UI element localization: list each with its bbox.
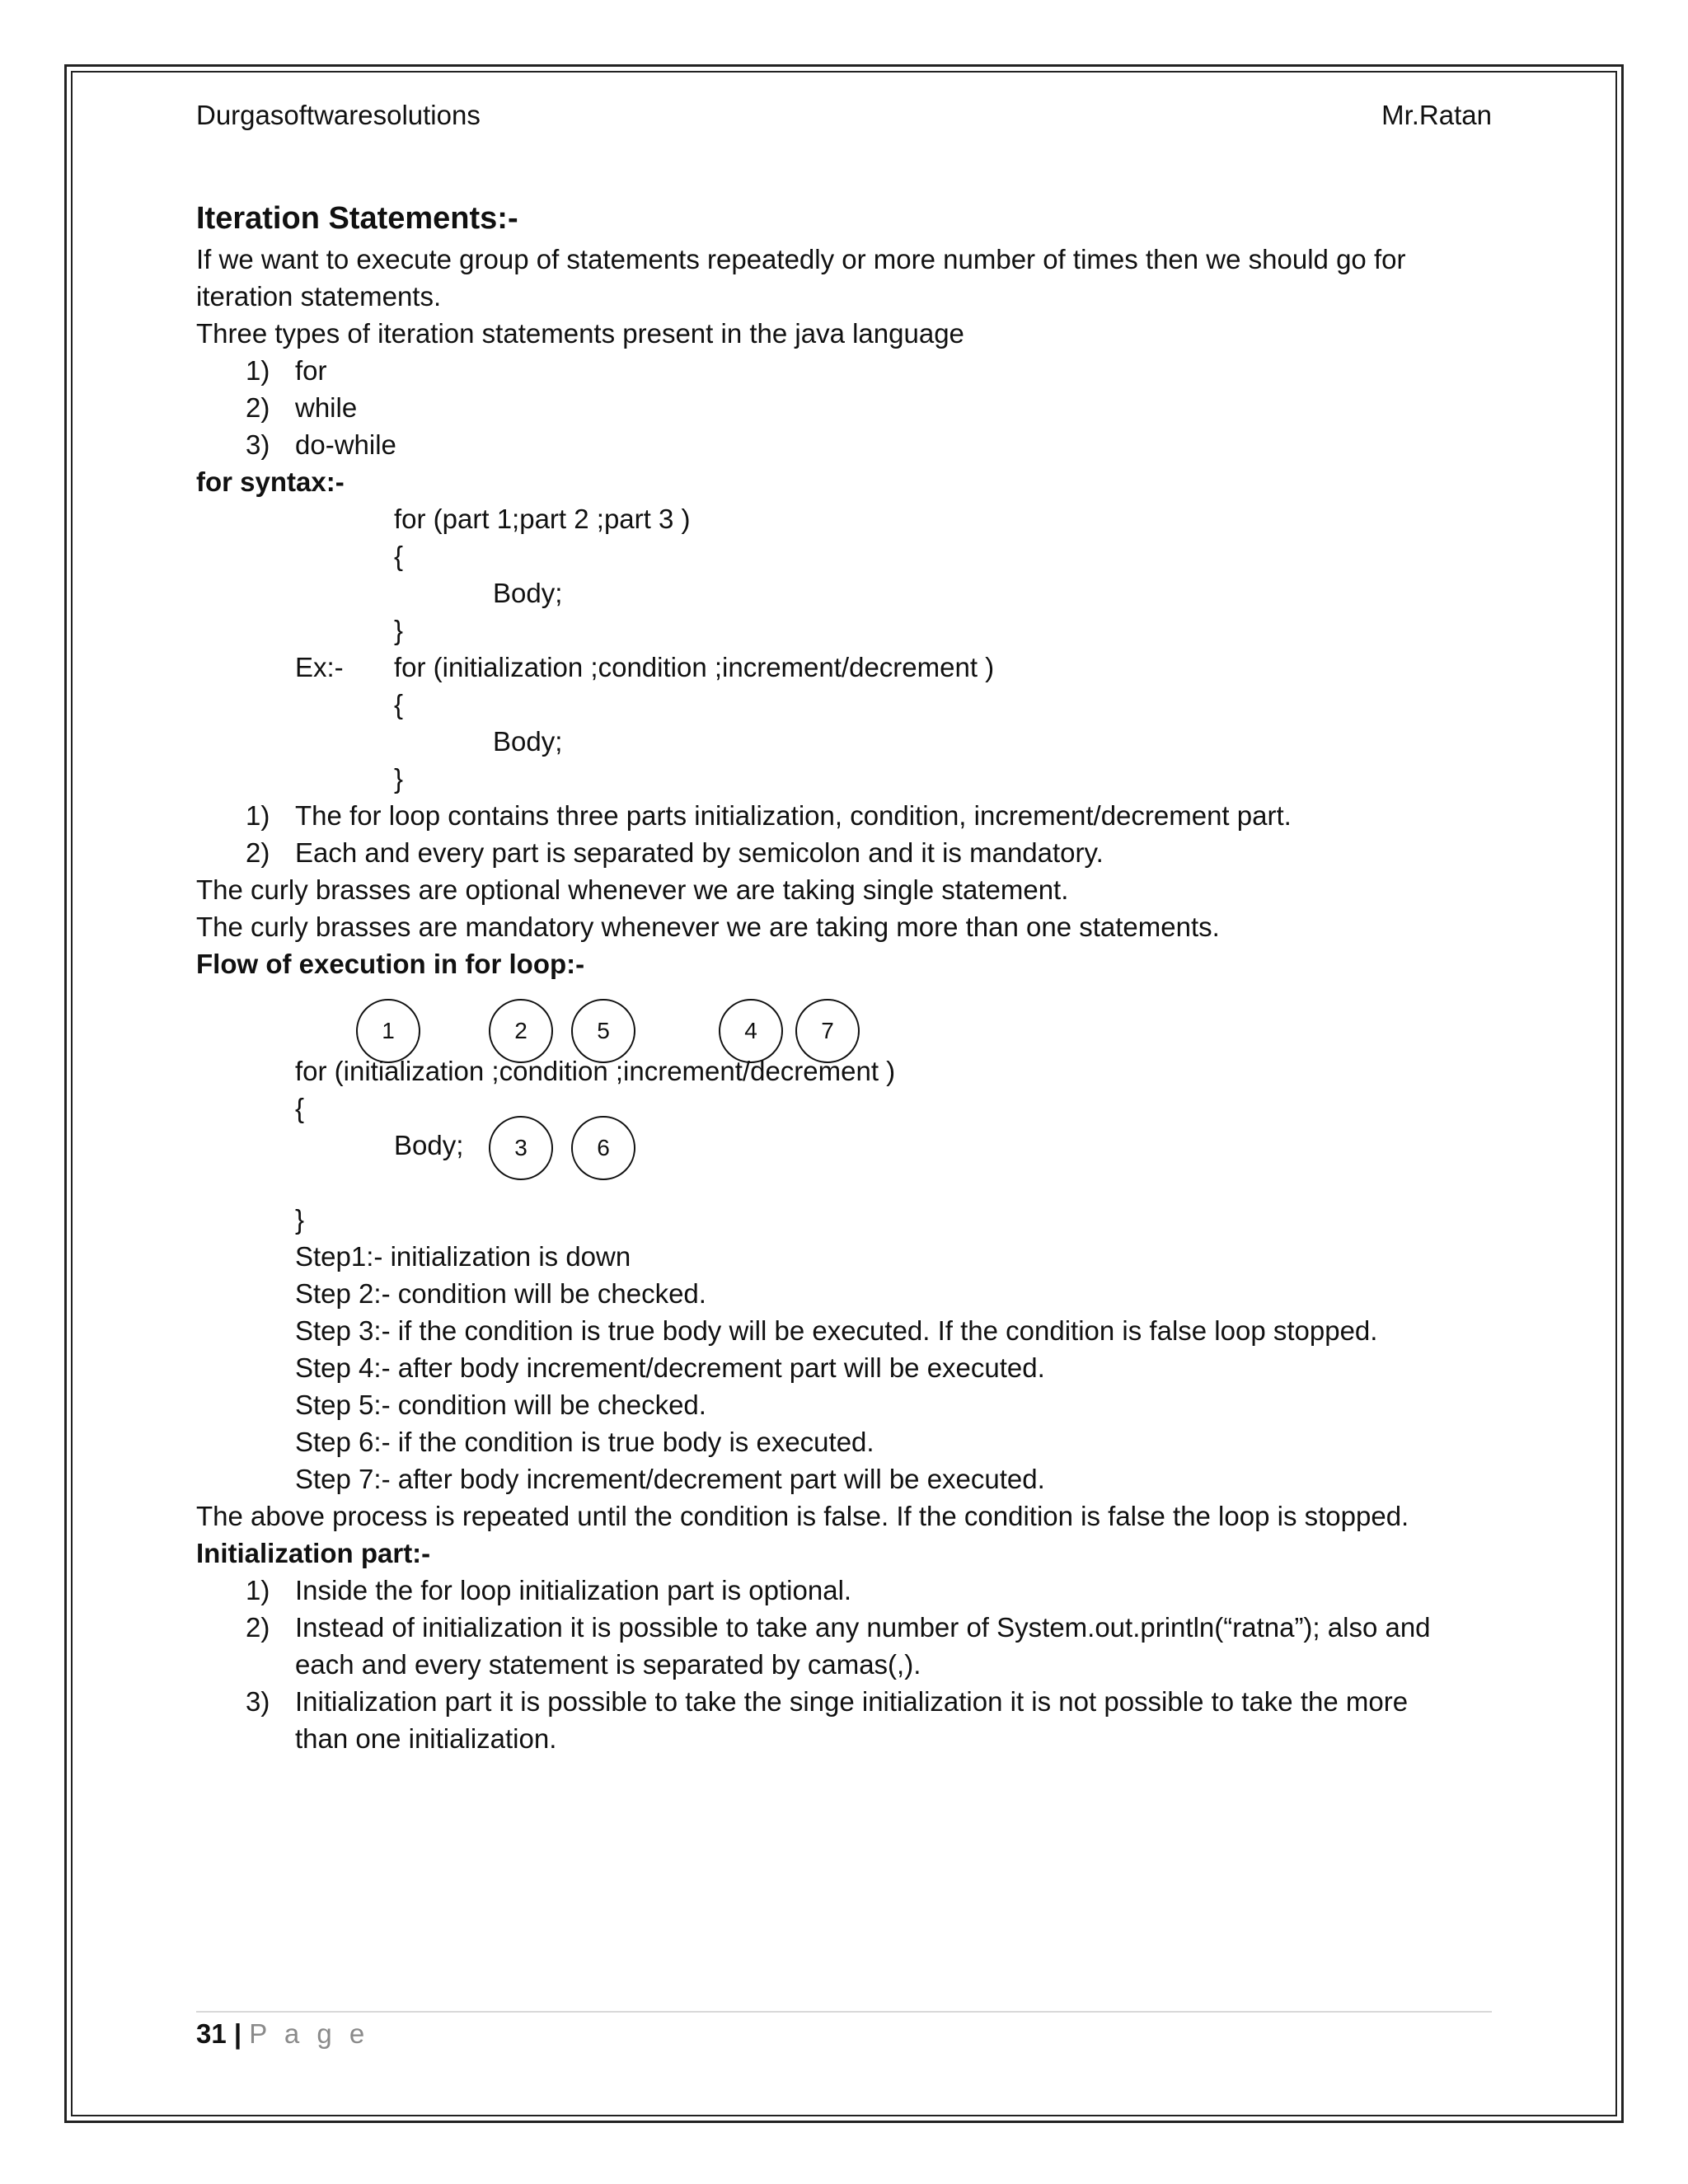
flow-heading: Flow of execution in for loop:- [196,949,585,979]
example-line: for (initialization ;condition ;increment/decrement ) [394,652,995,682]
syntax-close-brace: } [394,615,404,645]
init-heading: Initialization part:- [196,1538,431,1568]
init-text-3a: Initialization part it is possible to take the singe initialization it is not possible to take the more [295,1686,1409,1717]
flow-circle-6: 6 [571,1116,635,1180]
point-num-1: 1) [246,800,270,831]
syntax-line: for (part 1;part 2 ;part 3 ) [394,504,691,534]
flow-circle-4: 4 [719,999,783,1063]
point-num-2: 2) [246,837,270,868]
flow-open-brace: { [295,1093,305,1123]
types-item-2: while [295,392,358,423]
types-num-1: 1) [246,355,270,386]
flow-circle-5: 5 [571,999,635,1063]
flow-circle-1: 1 [356,999,420,1063]
braces-note-1: The curly brasses are optional whenever we are taking single statement. [196,874,1069,905]
init-num-3: 3) [246,1686,270,1717]
point-text-1: The for loop contains three parts initialization, condition, increment/decrement part. [295,800,1292,831]
step-6: Step 6:- if the condition is true body is executed. [295,1427,874,1457]
intro-line-2: iteration statements. [196,281,442,312]
step-1: Step1:- initialization is down [295,1241,631,1272]
init-num-2: 2) [246,1612,270,1643]
step-3: Step 3:- if the condition is true body will be executed. If the condition is false loop stopped. [295,1315,1378,1346]
header-left: Durgasoftwaresolutions [196,100,481,130]
example-label: Ex:- [295,652,344,682]
example-body: Body; [493,726,563,757]
example-open-brace: { [394,689,404,719]
page-number: 31 [196,2018,227,2049]
types-item-1: for [295,355,327,386]
flow-body: Body; [394,1130,464,1160]
header-right: Mr.Ratan [1381,100,1492,130]
flow-circle-3: 3 [489,1116,553,1180]
syntax-open-brace: { [394,541,404,571]
types-num-2: 2) [246,392,270,423]
init-text-2a: Instead of initialization it is possible to take any number of System.out.println(“ratna”); also and [295,1612,1431,1643]
repeat-note: The above process is repeated until the condition is false. If the condition is false the loop is stopped. [196,1501,1409,1531]
syntax-body: Body; [493,578,563,608]
page-label: P a g e [249,2018,370,2049]
example-close-brace: } [394,763,404,794]
page-title: Iteration Statements:- [196,201,518,236]
types-num-3: 3) [246,429,270,460]
init-text-3b: than one initialization. [295,1723,557,1754]
braces-note-2: The curly brasses are mandatory whenever we are taking more than one statements. [196,912,1220,942]
intro-line-1: If we want to execute group of statements repeatedly or more number of times then we should go for [196,244,1406,274]
flow-line: for (initialization ;condition ;increment/decrement ) [295,1056,896,1086]
init-text-2b: each and every statement is separated by camas(,). [295,1649,921,1680]
flow-circle-2: 2 [489,999,553,1063]
footer [196,2018,369,2050]
step-4: Step 4:- after body increment/decrement part will be executed. [295,1352,1045,1383]
init-text-1: Inside the for loop initialization part is optional. [295,1575,852,1605]
step-7: Step 7:- after body increment/decrement part will be executed. [295,1464,1045,1494]
types-item-3: do-while [295,429,396,460]
page-separator: | [233,2018,242,2049]
init-num-1: 1) [246,1575,270,1605]
step-2: Step 2:- condition will be checked. [295,1278,706,1309]
step-5: Step 5:- condition will be checked. [295,1390,706,1420]
flow-close-brace: } [295,1204,305,1235]
flow-circle-7: 7 [795,999,860,1063]
intro-line-3: Three types of iteration statements present in the java language [196,318,964,349]
syntax-heading: for syntax:- [196,466,345,497]
point-text-2: Each and every part is separated by semicolon and it is mandatory. [295,837,1104,868]
footer-divider [196,2011,1492,2013]
